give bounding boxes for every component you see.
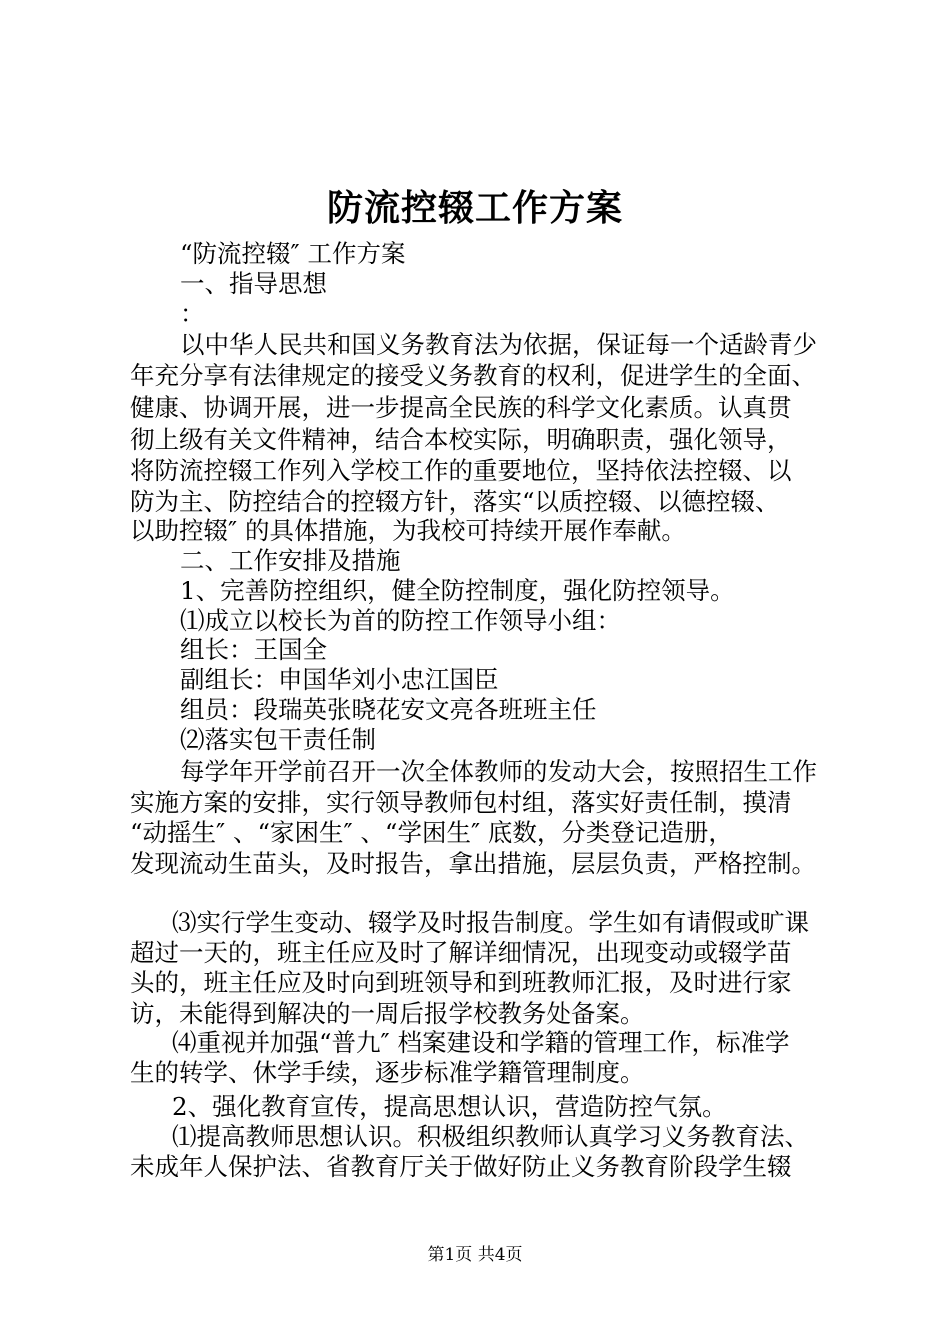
paragraph-line: ⑶实行学生变动、辍学及时报告制度。学生如有请假或旷课 xyxy=(172,908,809,937)
paragraph-line: 以中华人民共和国义务教育法为依据，保证每一个适龄青少 xyxy=(180,330,817,359)
list-item: ⑵落实包干责任制 xyxy=(180,725,376,754)
paragraph-line: 实施方案的安排，实行领导教师包村组，落实好责任制，摸清 xyxy=(130,788,792,817)
paragraph-line: 头的，班主任应及时向到班领导和到班教师汇报，及时进行家 xyxy=(130,968,792,997)
section-heading-2: 二、工作安排及措施 xyxy=(180,546,401,575)
paragraph-line: 每学年开学前召开一次全体教师的发动大会，按照招生工作 xyxy=(180,757,817,786)
list-item: ⑴成立以校长为首的防控工作领导小组： xyxy=(180,606,621,635)
list-item: 1、完善防控组织，健全防控制度，强化防控领导。 xyxy=(180,576,735,605)
subtitle: “防流控辍″ 工作方案 xyxy=(180,239,406,268)
list-item: 副组长：申国华刘小忠江国臣 xyxy=(180,665,499,694)
paragraph-line: “动摇生″ 、“家困生″ 、“学困生″ 底数，分类登记造册， xyxy=(130,818,733,847)
document-title: 防流控辍工作方案 xyxy=(326,187,623,229)
list-item: 组长：王国全 xyxy=(180,635,327,664)
paragraph-line: 未成年人保护法、省教育厅关于做好防止义务教育阶段学生辍 xyxy=(130,1152,792,1181)
list-item: 组员：段瑞英张晓花安文亮各班班主任 xyxy=(180,695,597,724)
paragraph-line: 彻上级有关文件精神，结合本校实际，明确职责，强化领导， xyxy=(130,425,792,454)
paragraph-line: 生的转学、休学手续，逐步标准学籍管理制度。 xyxy=(130,1058,645,1087)
paragraph-line: ⑴提高教师思想认识。积极组织教师认真学习义务教育法、 xyxy=(172,1122,809,1151)
paragraph-line: 访，未能得到解决的一周后报学校教务处备案。 xyxy=(130,999,645,1028)
paragraph-line: 超过一天的，班主任应及时了解详细情况，出现变动或辍学苗 xyxy=(130,938,792,967)
section-heading-1: 一、指导思想 xyxy=(180,269,327,298)
colon-line: ： xyxy=(180,299,205,328)
paragraph-line: 年充分享有法律规定的接受义务教育的权利，促进学生的全面、 xyxy=(130,361,816,390)
page-number-footer: 第1页 共4页 xyxy=(427,1245,523,1265)
paragraph-line: 健康、协调开展，进一步提高全民族的科学文化素质。认真贯 xyxy=(130,393,792,422)
list-item: 2、强化教育宣传，提高思想认识，营造防控气氛。 xyxy=(172,1092,727,1121)
paragraph-line: 将防流控辍工作列入学校工作的重要地位，坚持依法控辍、以 xyxy=(130,456,792,485)
paragraph-line: 以助控辍″ 的具体措施，为我校可持续开展作奉献。 xyxy=(130,516,686,545)
paragraph-line: ⑷重视并加强“普九″ 档案建设和学籍的管理工作，标准学 xyxy=(172,1028,790,1057)
paragraph-line: 防为主、防控结合的控辍方针，落实“以质控辍、以德控辍、 xyxy=(130,487,780,516)
paragraph-line: 发现流动生苗头，及时报告，拿出措施，层层负责，严格控制。 xyxy=(130,849,816,878)
